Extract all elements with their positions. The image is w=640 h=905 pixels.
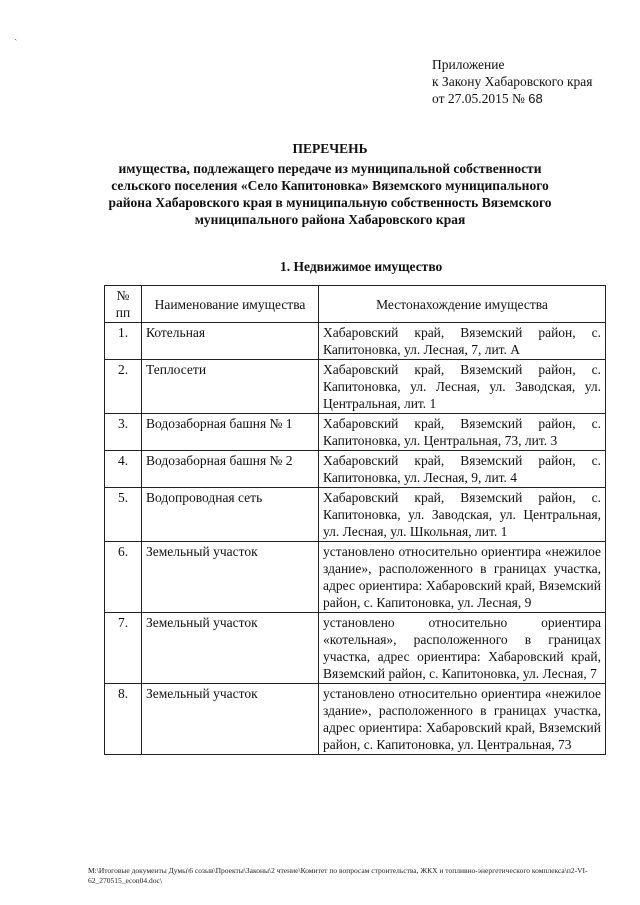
law-number: 68 <box>528 91 543 106</box>
row-location: Хабаровский край, Вяземский район, с. Капитоновка, ул. Лесная, 7, лит. А <box>319 323 606 360</box>
table-row <box>105 684 606 755</box>
row-number: 6. <box>105 542 142 613</box>
appendix-line-3 <box>432 90 593 107</box>
table-row <box>105 360 606 414</box>
row-name: Водозаборная башня № 2 <box>142 451 319 488</box>
row-number: 2. <box>105 360 142 414</box>
title-line-2: сельского поселения «Село Капитоновка» Вяземского муниципального <box>111 178 549 193</box>
scan-mark: ˏ <box>14 30 18 41</box>
row-location: установлено относительно ориентира «котельная», расположенного в границах участка, адрес ориентира: Хабаровский край, Вяземский район, с. Капитоновка, ул. Лесная, 7 <box>319 613 606 684</box>
row-location: Хабаровский край, Вяземский район, с. Капитоновка, ул. Заводская, ул. Центральная, ул. Лесная, ул. Школьная, лит. 1 <box>319 488 606 542</box>
row-number: 3. <box>105 414 142 451</box>
table-row <box>105 488 606 542</box>
property-table <box>104 285 606 755</box>
row-number: 4. <box>105 451 142 488</box>
row-location: установлено относительно ориентира «нежилое здание», расположенного в границах участка, адрес ориентира: Хабаровский край, Вяземский район, с. Капитоновка, ул. Лесная, 9 <box>319 542 606 613</box>
row-number: 1. <box>105 323 142 360</box>
row-location: Хабаровский край, Вяземский район, с. Капитоновка, ул. Лесная, 9, лит. 4 <box>319 451 606 488</box>
table-row <box>105 414 606 451</box>
row-number: 8. <box>105 684 142 755</box>
table-row <box>105 451 606 488</box>
file-path-footer: M:\Итоговые документы Думы\6 созыв\Проекты\Законы\2 чтение\Комитет по вопросам строительства, ЖКХ и топливно-энергетического комплекса\п2-VI-62_270515_econ04.doc\ <box>88 866 588 885</box>
header-number-line-2: пп <box>115 305 131 320</box>
appendix-line-1: Приложение <box>432 57 505 72</box>
row-name: Водопроводная сеть <box>142 488 319 542</box>
table-row <box>105 323 606 360</box>
row-name: Земельный участок <box>142 684 319 755</box>
row-location: Хабаровский край, Вяземский район, с. Капитоновка, ул. Лесная, ул. Заводская, ул. Центральная, лит. 1 <box>319 360 606 414</box>
row-number: 7. <box>105 613 142 684</box>
table-row <box>105 542 606 613</box>
table-row <box>105 613 606 684</box>
row-name: Теплосети <box>142 360 319 414</box>
table-header-row <box>105 286 606 323</box>
document-title <box>100 140 560 228</box>
row-name: Земельный участок <box>142 613 319 684</box>
title-line-3: района Хабаровского края в муниципальную собственность Вяземского <box>108 195 552 210</box>
header-number-line-1: № <box>116 288 130 303</box>
section-heading: 1. Недвижимое имущество <box>280 259 443 274</box>
header-name: Наименование имущества <box>142 286 319 323</box>
appendix-block <box>432 56 593 107</box>
row-name: Земельный участок <box>142 542 319 613</box>
row-location: установлено относительно ориентира «нежилое здание», расположенного в границах участка, адрес ориентира: Хабаровский край, Вяземский район, с. Капитоновка, ул. Центральная, 73 <box>319 684 606 755</box>
title-line-1: имущества, подлежащего передаче из муниципальной собственности <box>118 161 542 176</box>
title-heading: ПЕРЕЧЕНЬ <box>292 141 368 156</box>
appendix-line-2: к Закону Хабаровского края <box>432 74 593 89</box>
header-location: Местонахождение имущества <box>319 286 606 323</box>
row-location: Хабаровский край, Вяземский район, с. Капитоновка, ул. Центральная, 73, лит. 3 <box>319 414 606 451</box>
appendix-date: от 27.05.2015 № <box>432 91 525 106</box>
header-number <box>105 286 142 323</box>
row-name: Котельная <box>142 323 319 360</box>
row-number: 5. <box>105 488 142 542</box>
title-line-4: муниципального района Хабаровского края <box>194 212 466 227</box>
row-name: Водозаборная башня № 1 <box>142 414 319 451</box>
